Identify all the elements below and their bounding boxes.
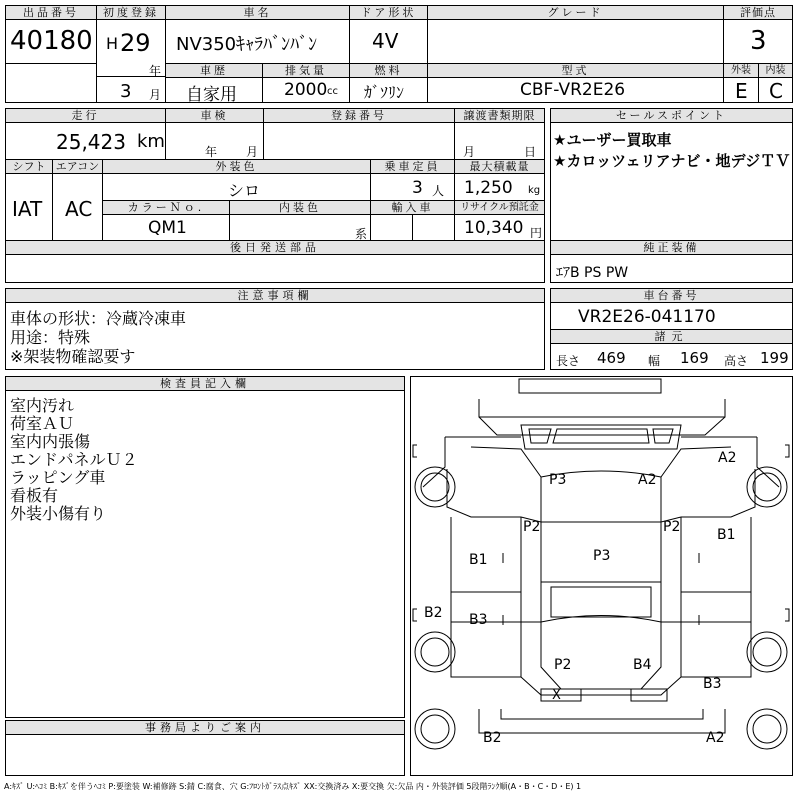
later-parts-header: 後日発送部品 <box>6 241 544 255</box>
int-grade: C <box>769 79 783 103</box>
note-line-2: 用途：特殊 <box>10 328 91 347</box>
mark-x-rear: X <box>552 688 561 703</box>
equipment-value: ｴｱB PS PW <box>556 265 629 281</box>
shift-header: シフト <box>6 160 52 174</box>
sales-header: セールスポイント <box>551 109 792 123</box>
legend-text: A:ｷｽﾞ U:ﾍｺﾐ B:ｷｽﾞを伴うﾍｺﾐ P:要塗装 W:補修跡 S:錆 C:腐食、穴 G:ﾌﾛﾝﾄｶﾞﾗｽ点ｷｽﾞ XX:交換済み X:要交換 欠:欠品 内・外装評価 5段階ﾗﾝｸ順(A・B・C・D・E) 1 <box>4 782 582 791</box>
inspector-line-5: ラッピング車 <box>10 468 106 487</box>
year-unit: 年 <box>149 64 162 78</box>
width-label: 幅 <box>648 354 661 368</box>
mark-b1-left: B1 <box>469 552 488 568</box>
mark-p3-center: P3 <box>593 548 611 564</box>
cc-unit: cc <box>327 86 338 97</box>
mark-b3-right: B3 <box>703 676 722 692</box>
ac-header: エアコン <box>53 160 102 174</box>
door-type: 4V <box>372 29 399 53</box>
color-value: シロ <box>228 181 261 200</box>
inspector-line-2: 荷室ＡＵ <box>10 414 75 433</box>
door-header: ドア形状 <box>350 6 427 20</box>
kg-unit: kg <box>528 185 541 196</box>
plate-header: 登録番号 <box>264 109 454 123</box>
import-header: 輸入車 <box>371 201 454 215</box>
color-header: 外装色 <box>103 160 370 174</box>
era-letter: H <box>106 34 119 53</box>
equipment-header: 純正装備 <box>551 241 792 255</box>
score-header: 評価点 <box>724 6 792 20</box>
grade-header: グレード <box>428 6 723 20</box>
fuel-header: 燃料 <box>350 64 427 78</box>
mileage-header: 走行 <box>6 109 165 123</box>
inspector-line-7: 外装小傷有り <box>10 504 107 523</box>
ac-value: AC <box>65 197 93 221</box>
capacity-value: 3 <box>412 178 423 198</box>
displacement-value: 2000 <box>284 80 328 100</box>
insp-year-unit: 年 <box>205 145 218 159</box>
kei-unit: 系 <box>355 227 368 241</box>
displacement-header: 排気量 <box>263 64 349 78</box>
ext-header: 外装 <box>724 64 758 78</box>
inspector-line-1: 室内汚れ <box>10 396 75 415</box>
note-line-1: 車体の形状：冷蔵冷凍車 <box>10 309 187 328</box>
notes-header: 注意事項欄 <box>6 289 544 303</box>
score-value: 3 <box>750 26 767 56</box>
car-diagram <box>410 376 793 776</box>
month-unit: 月 <box>149 88 162 102</box>
person-unit: 人 <box>432 184 445 198</box>
mark-p2-left: P2 <box>523 519 541 535</box>
chassis-header: 車台番号 <box>551 289 792 303</box>
mark-a2-front-right: A2 <box>718 450 737 466</box>
mark-p2-rear: P2 <box>554 657 572 673</box>
inspector-header: 検査員記入欄 <box>6 377 404 391</box>
mileage-value: 25,423 <box>56 130 126 154</box>
ext-grade: E <box>735 79 748 103</box>
maxload-value: 1,250 <box>464 178 513 198</box>
height-label: 高さ <box>724 354 749 368</box>
mark-b3-left: B3 <box>469 612 488 628</box>
sales-line-1: ★ユーザー買取車 <box>553 131 672 149</box>
doc-month-unit: 月 <box>463 145 476 159</box>
mark-a2-bottom: A2 <box>706 730 725 746</box>
dims-header: 諸元 <box>551 330 792 344</box>
type-value: CBF-VR2E26 <box>520 80 626 100</box>
recycle-header: リサイクル預託金 <box>455 201 544 215</box>
type-header: 型式 <box>428 64 723 78</box>
fuel-value: ｶﾞｿﾘﾝ <box>364 83 405 102</box>
recycle-value: 10,340 <box>464 218 524 238</box>
shift-value: IAT <box>12 197 43 221</box>
note-line-3: ※架装物確認要す <box>10 347 136 366</box>
height-value: 199 <box>760 349 789 367</box>
length-value: 469 <box>597 349 626 367</box>
mark-b1-right: B1 <box>717 527 736 543</box>
reg-year: 29 <box>120 29 151 57</box>
reg-month: 3 <box>120 81 132 102</box>
color-no-value: QM1 <box>148 218 187 238</box>
car-diagram-drawing <box>411 377 792 775</box>
int-color-header: 内装色 <box>230 201 370 215</box>
doc-day-unit: 日 <box>524 145 537 159</box>
mark-b2-bottom: B2 <box>483 730 502 746</box>
capacity-header: 乗車定員 <box>371 160 454 174</box>
mark-b4-rear: B4 <box>633 657 652 673</box>
sales-line-2: ★カロッツェリアナビ・地デジＴＶ <box>553 152 791 170</box>
color-no-header: カラーＮｏ. <box>103 201 229 215</box>
mark-p3-left: P3 <box>549 472 567 488</box>
yen-unit: 円 <box>530 226 543 240</box>
width-value: 169 <box>680 349 709 367</box>
km-unit: km <box>137 131 165 152</box>
inspector-line-6: 看板有 <box>10 486 59 505</box>
inspector-line-3: 室内内張傷 <box>10 432 91 451</box>
lot-no-header: 出品番号 <box>6 6 96 20</box>
model-name: NV350ｷｬﾗﾊﾞﾝﾊﾞﾝ <box>176 34 318 55</box>
doc-header: 譲渡書類期限 <box>455 109 544 123</box>
mark-a2-roof: A2 <box>638 472 657 488</box>
inspector-line-4: エンドパネルＵ２ <box>10 450 138 469</box>
mark-p2-right: P2 <box>663 519 681 535</box>
history-value: 自家用 <box>186 85 237 105</box>
inspection-header: 車検 <box>166 109 263 123</box>
chassis-number: VR2E26-041170 <box>578 307 716 327</box>
mark-b2-left: B2 <box>424 605 443 621</box>
insp-month-unit: 月 <box>246 145 259 159</box>
model-name-header: 車名 <box>166 6 349 20</box>
int-header: 内装 <box>759 64 792 78</box>
office-header: 事務局よりご案内 <box>6 721 404 735</box>
lot-number: 40180 <box>10 26 93 56</box>
first-reg-header: 初度登録 <box>97 6 165 20</box>
maxload-header: 最大積載量 <box>455 160 544 174</box>
history-header: 車歴 <box>166 64 262 78</box>
length-label: 長さ <box>556 354 581 368</box>
